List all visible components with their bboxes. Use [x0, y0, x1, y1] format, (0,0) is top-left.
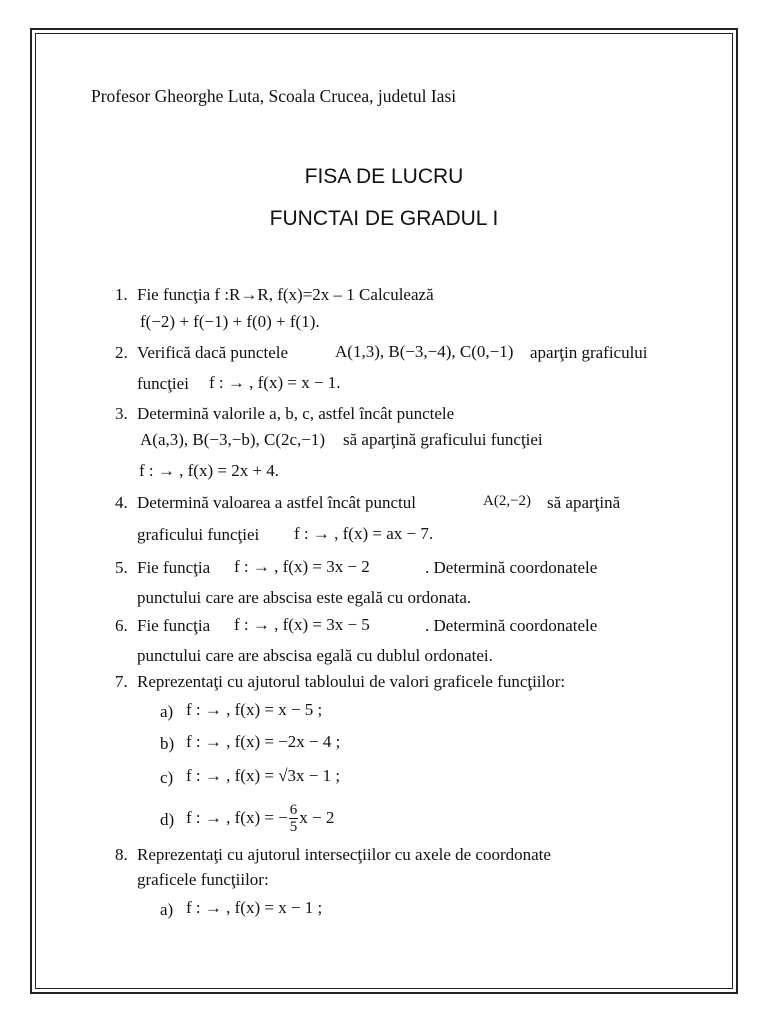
exercise-2-text-after: aparţin graficului: [530, 343, 648, 362]
worksheet-title: FISA DE LUCRU: [304, 165, 464, 188]
exercise-7a-function: f : → , f(x) = x − 5 ;: [186, 700, 323, 719]
exercise-7d-function-end: x − 2: [299, 808, 335, 827]
fraction: [289, 802, 299, 835]
exercise-7c-function: f : → , f(x) = √3x − 1 ;: [186, 766, 341, 785]
exercise-7-number: 7.: [115, 672, 128, 691]
exercise-1-expression: f(−2) + f(−1) + f(0) + f(1).: [140, 312, 320, 331]
exercise-2-points: A(1,3), B(−3,−4), C(0,−1): [335, 342, 514, 361]
exercise-6-function: f : → , f(x) = 3x − 5: [234, 615, 370, 634]
exercise-8-number: 8.: [115, 845, 128, 864]
exercise-3-text: Determină valorile a, b, c, astfel încât punctele: [137, 404, 455, 423]
exercise-8-text: Reprezentaţi cu ajutorul intersecţiilor cu axele de coordonate: [137, 845, 551, 864]
author-line: Profesor Gheorghe Luta, Scoala Crucea, judetul Iasi: [91, 86, 457, 106]
exercise-7-text: Reprezentaţi cu ajutorul tabloului de valori graficele funcţiilor:: [137, 672, 566, 691]
exercise-4-line2: graficului funcţiei: [137, 525, 260, 544]
exercise-4-text-after: să aparţină: [547, 493, 621, 512]
exercise-3-line2: să aparţină graficului funcţiei: [343, 430, 543, 449]
exercise-5-line2: punctului care are abscisa este egală cu ordonata.: [137, 588, 472, 607]
exercise-6-text: Fie funcţia: [137, 616, 211, 635]
worksheet-subtitle: FUNCTAI DE GRADUL I: [269, 207, 499, 230]
exercise-6-text-after: . Determină coordonatele: [425, 616, 598, 635]
exercise-7d-function: [186, 798, 334, 838]
exercise-2-text: Verifică dacă punctele: [137, 343, 289, 362]
exercise-4-point: A(2,−2): [483, 493, 532, 509]
exercise-3-number: 3.: [115, 404, 128, 423]
fraction-denominator: 5: [289, 818, 298, 835]
exercise-2-function: f : → , f(x) = x − 1.: [209, 373, 341, 392]
exercise-2-number: 2.: [115, 343, 128, 362]
exercise-7d-function-start: f : → , f(x) = −: [186, 808, 288, 827]
exercise-6-number: 6.: [115, 616, 128, 635]
exercise-2-line2: funcţiei: [137, 374, 189, 393]
exercise-7b-function: f : → , f(x) = −2x − 4 ;: [186, 732, 341, 751]
exercise-1-text: Fie funcţia f :R→R, f(x)=2x – 1 Calculează: [137, 285, 434, 304]
exercise-1-number: 1.: [115, 285, 128, 304]
exercise-4-text: Determină valoarea a astfel încât punctul: [137, 493, 416, 512]
exercise-3-function: f : → , f(x) = 2x + 4.: [139, 461, 280, 480]
exercise-8a-function: f : → , f(x) = x − 1 ;: [186, 898, 323, 917]
exercise-4-number: 4.: [115, 493, 128, 512]
exercise-5-number: 5.: [115, 558, 128, 577]
exercise-7d-label: d): [160, 810, 175, 829]
exercise-5-text: Fie funcţia: [137, 558, 211, 577]
exercise-3-points: A(a,3), B(−3,−b), C(2c,−1): [140, 430, 326, 449]
exercise-4-function: f : → , f(x) = ax − 7.: [294, 524, 434, 543]
fraction-numerator: 6: [289, 801, 298, 818]
exercise-7b-label: b): [160, 734, 175, 753]
exercise-6-line2: punctului care are abscisa egală cu dublul ordonatei.: [137, 646, 493, 665]
exercise-7c-label: c): [160, 768, 174, 787]
exercise-8-line2: graficele funcţiilor:: [137, 870, 269, 889]
exercise-7a-label: a): [160, 702, 174, 721]
exercise-5-function: f : → , f(x) = 3x − 2: [234, 557, 370, 576]
exercise-8a-label: a): [160, 900, 174, 919]
exercise-5-text-after: . Determină coordonatele: [425, 558, 598, 577]
